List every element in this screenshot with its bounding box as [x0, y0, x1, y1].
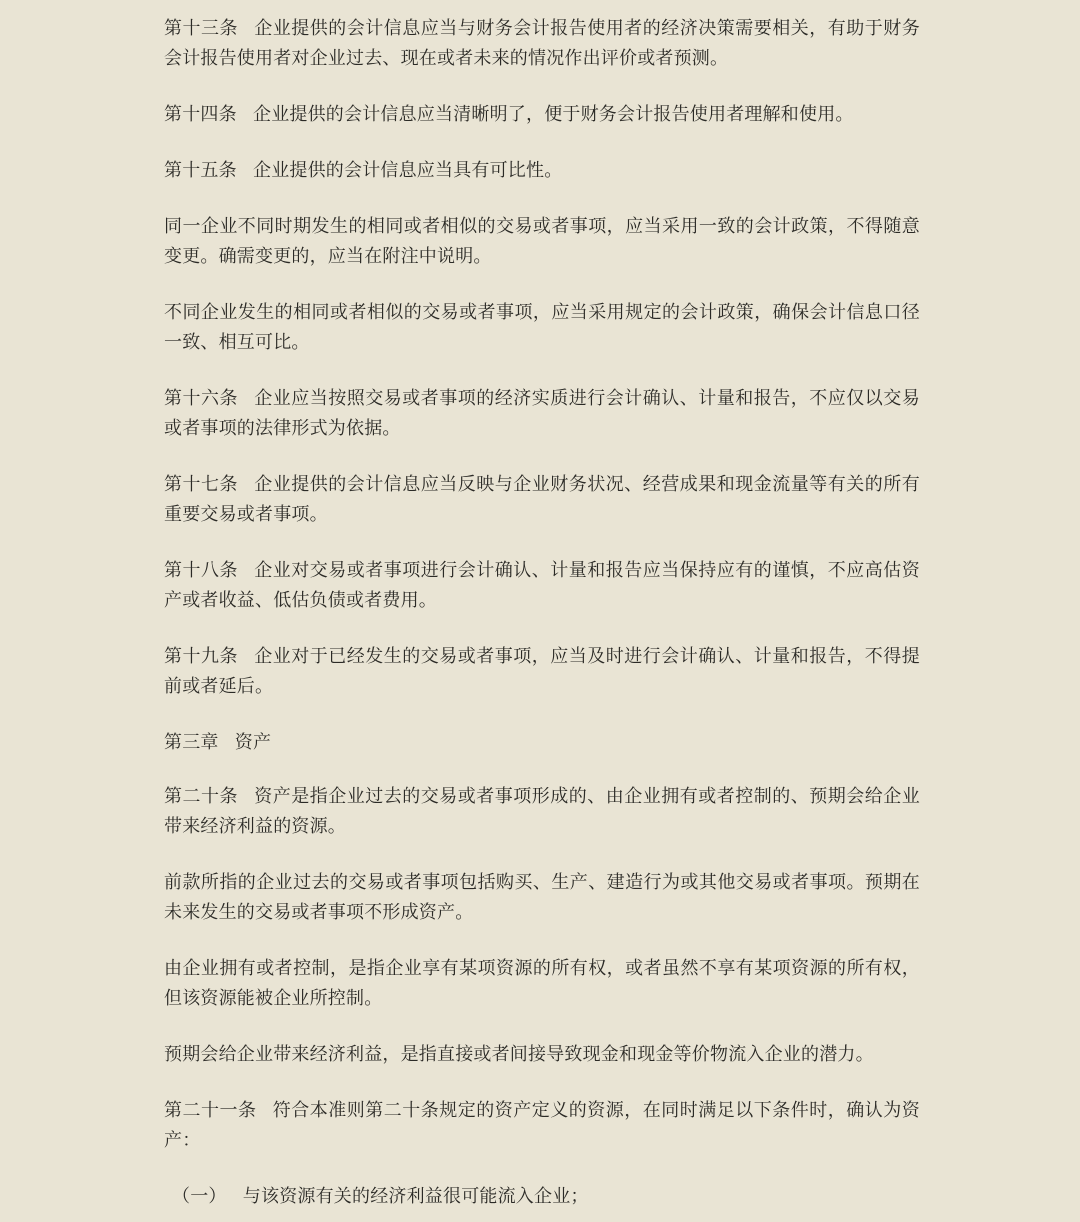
article-number: 第十七条 — [164, 474, 239, 495]
paragraph — [164, 298, 920, 358]
chapter-heading — [164, 728, 920, 758]
article-21 — [164, 1096, 920, 1156]
paragraph-text: 同一企业不同时期发生的相同或者相似的交易或者事项，应当采用一致的会计政策，不得随意变更。确需变更的，应当在附注中说明。 — [164, 216, 920, 267]
article-text: 企业提供的会计信息应当清晰明了，便于财务会计报告使用者理解和使用。 — [253, 104, 854, 125]
list-item-text: 与该资源有关的经济利益很可能流入企业； — [242, 1186, 589, 1207]
article-number: 第十八条 — [164, 560, 239, 581]
article-number: 第十九条 — [164, 646, 239, 667]
article-text: 企业对交易或者事项进行会计确认、计量和报告应当保持应有的谨慎，不应高估资产或者收益、低估负债或者费用。 — [164, 560, 920, 611]
paragraph-text: 由企业拥有或者控制，是指企业享有某项资源的所有权，或者虽然不享有某项资源的所有权，但该资源能被企业所控制。 — [164, 958, 920, 1009]
article-text: 企业对于已经发生的交易或者事项，应当及时进行会计确认、计量和报告，不得提前或者延后。 — [164, 646, 920, 697]
article-number: 第十五条 — [164, 160, 237, 181]
article-text: 企业应当按照交易或者事项的经济实质进行会计确认、计量和报告，不应仅以交易或者事项的法律形式为依据。 — [164, 388, 920, 439]
list-item — [164, 1182, 920, 1212]
article-15 — [164, 156, 920, 186]
article-13 — [164, 14, 920, 74]
paragraph — [164, 1040, 920, 1070]
article-16 — [164, 384, 920, 444]
article-text: 资产是指企业过去的交易或者事项形成的、由企业拥有或者控制的、预期会给企业带来经济利益的资源。 — [164, 786, 920, 837]
paragraph-text: 前款所指的企业过去的交易或者事项包括购买、生产、建造行为或其他交易或者事项。预期在未来发生的交易或者事项不形成资产。 — [164, 872, 920, 923]
article-text: 企业提供的会计信息应当具有可比性。 — [253, 160, 563, 181]
article-17 — [164, 470, 920, 530]
paragraph-text: 不同企业发生的相同或者相似的交易或者事项，应当采用规定的会计政策，确保会计信息口径一致、相互可比。 — [164, 302, 920, 353]
paragraph — [164, 212, 920, 272]
list-item-number: （一） — [172, 1186, 227, 1207]
article-text: 符合本准则第二十条规定的资产定义的资源，在同时满足以下条件时，确认为资产： — [164, 1100, 920, 1151]
article-number: 第十四条 — [164, 104, 237, 125]
paragraph — [164, 868, 920, 928]
chapter-number: 第三章 — [164, 732, 219, 753]
chapter-title: 资产 — [234, 732, 272, 753]
article-19 — [164, 642, 920, 702]
article-20 — [164, 782, 920, 842]
article-text: 企业提供的会计信息应当反映与企业财务状况、经营成果和现金流量等有关的所有重要交易或者事项。 — [164, 474, 920, 525]
paragraph-text: 预期会给企业带来经济利益，是指直接或者间接导致现金和现金等价物流入企业的潜力。 — [164, 1044, 874, 1065]
article-text: 企业提供的会计信息应当与财务会计报告使用者的经济决策需要相关，有助于财务会计报告使用者对企业过去、现在或者未来的情况作出评价或者预测。 — [164, 18, 920, 69]
article-number: 第十三条 — [164, 18, 239, 39]
paragraph — [164, 954, 920, 1014]
article-14 — [164, 100, 920, 130]
article-18 — [164, 556, 920, 616]
article-number: 第二十条 — [164, 786, 239, 807]
article-number: 第二十一条 — [164, 1100, 257, 1121]
article-number: 第十六条 — [164, 388, 239, 409]
